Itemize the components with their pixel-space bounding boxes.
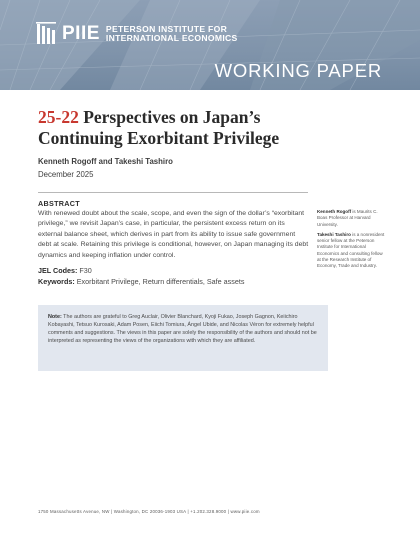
- abstract-heading: ABSTRACT: [38, 199, 80, 208]
- piie-logo[interactable]: [36, 20, 238, 48]
- bio-text: is a nonresident senior fellow at the Peterson Institute for International Economics and consulting fellow at the Research Institute of Economy, Trade and Industry.: [317, 231, 385, 269]
- bio-tashiro: [317, 232, 387, 270]
- keywords-label: Keywords:: [38, 277, 75, 286]
- piie-logo-mark-icon: [36, 22, 58, 46]
- jel-label: JEL Codes:: [38, 266, 78, 275]
- bio-text: is Maurits C. Boas Professor at Harvard University.: [317, 209, 378, 227]
- title-line1: Perspectives on Japan’s: [83, 107, 261, 127]
- bio-rogoff: [317, 209, 387, 228]
- institute-name-line1: PETERSON INSTITUTE FOR: [105, 23, 228, 34]
- authors: Kenneth Rogoff and Takeshi Tashiro: [38, 157, 173, 166]
- bio-name: Takeshi Tashiro: [317, 231, 351, 237]
- note-text: The authors are grateful to Greg Auclair, Olivier Blanchard, Kyoji Fukao, Joseph Gagnon, Keiichiro Kobayashi, Tetsuo Kurosaki, Adam Posen, Eiichi Tomiura, Ángel Ubide, and Nicolas Véron for extremely helpful comments and suggestions. The views in this paper are solely the responsibility of the authors and should not be interpreted as representing the views of the organizations with which they are affiliated.: [48, 314, 317, 345]
- jel-codes: [38, 266, 92, 275]
- keywords: [38, 277, 244, 286]
- publication-date: December 2025: [38, 170, 94, 179]
- bio-name: Kenneth Rogoff: [317, 209, 352, 214]
- title-line2: Continuing Exorbitant Privilege: [38, 128, 280, 148]
- note-label: Note:: [48, 314, 62, 320]
- paper-title: [38, 107, 378, 149]
- acknowledgment-note: [38, 305, 328, 371]
- institute-name: [106, 25, 238, 44]
- header-banner: [0, 0, 420, 90]
- keywords-value: Exorbitant Privilege, Return differentials, Safe assets: [74, 277, 245, 286]
- footer-contact: 1750 Massachusetts Avenue, NW | Washington, DC 20036-1903 USA | +1.202.328.9000 | www.piie.com: [38, 509, 260, 514]
- section-divider: [38, 192, 308, 193]
- author-bios: [317, 209, 387, 274]
- institute-name-line2: INTERNATIONAL ECONOMICS: [105, 33, 238, 43]
- logo-wordmark: PIIE: [62, 23, 100, 44]
- document-type: WORKING PAPER: [214, 60, 382, 81]
- abstract-text: With renewed doubt about the scale, scope, and even the sign of the dollar’s “exorbitant privilege,” we revisit Japan’s case, in particular, the persistent excess return on its external balance sheet, which derives in part from its ability to issue safe government debt at scale. Retaining this privilege is conditional, however, on Japan managing its debt dynamics and keeping inflation under control.: [38, 210, 309, 259]
- jel-value: F30: [77, 266, 92, 275]
- paper-number: 25-22: [38, 107, 79, 127]
